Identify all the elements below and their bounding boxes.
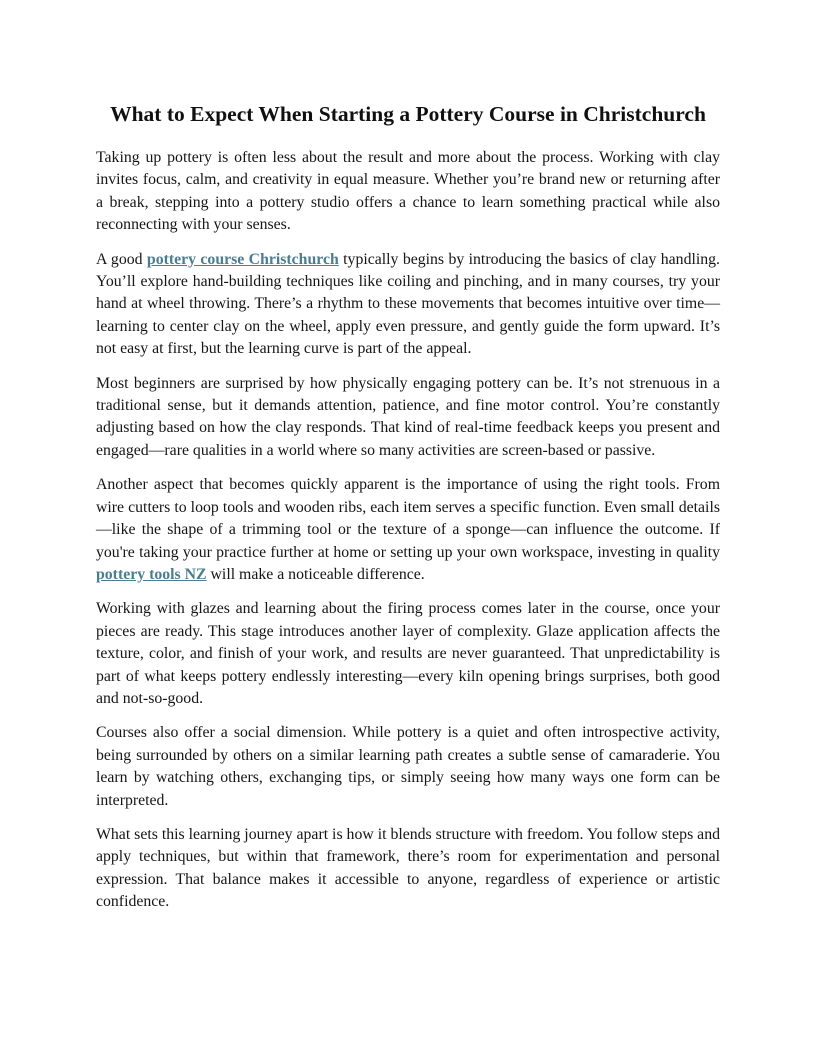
paragraph-text: Taking up pottery is often less about the result and more about the process. Working with clay invites focus, calm, and creativity in equal measure. Whether you’re brand new or returning after a break, stepping into a pottery studio offers a chance to learn something practical while also reconnecting with your senses. — [96, 149, 720, 234]
document-body — [96, 147, 720, 914]
paragraph — [96, 722, 720, 812]
document-title: What to Expect When Starting a Pottery Course in Christchurch — [110, 102, 706, 126]
pottery-tools-nz-link[interactable]: pottery tools NZ — [96, 565, 207, 583]
pottery-course-christchurch-link[interactable]: pottery course Christchurch — [146, 250, 339, 268]
paragraph — [96, 474, 720, 586]
paragraph-text: will make a noticeable difference. — [206, 565, 425, 583]
paragraph-text: What sets this learning journey apart is how it blends structure with freedom. You follow steps and apply techniques, but within that framework, there’s room for experimentation and personal expression. That balance makes it accessible to anyone, regardless of experience or artistic confidence. — [96, 825, 720, 911]
paragraph — [96, 598, 720, 710]
paragraph-text: Working with glazes and learning about the firing process comes later in the course, once your pieces are ready. This stage introduces another layer of complexity. Glaze application affects the texture, color, and finish of your work, and results are never guaranteed. That unpredictability is part of what keeps pottery endlessly interesting—every kiln opening brings surprises, both good and not-so-good. — [96, 600, 720, 707]
paragraph — [96, 824, 720, 914]
paragraph-text: Most beginners are surprised by how physically engaging pottery can be. It’s not strenuous in a traditional sense, but it demands attention, patience, and fine motor control. You’re constantly adjusting based on how the clay responds. That kind of real-time feedback keeps you present and engaged—rare qualities in a world where so many activities are screen-based or passive. — [96, 374, 720, 459]
paragraph-text: Another aspect that becomes quickly apparent is the importance of using the right tools. From wire cutters to loop tools and wooden ribs, each item serves a specific function. Even small details—like the shape of a trimming tool or the texture of a sponge—can influence the outcome. If you're taking your practice further at home or setting up your own workspace, investing in quality — [96, 476, 720, 561]
paragraph-text: typically begins by introducing the basics of clay handling. You’ll explore hand-building techniques like coiling and pinching, and in many courses, try your hand at wheel throwing. There’s a rhythm to these movements that becomes intuitive over time—learning to center clay on the wheel, apply even pressure, and gently guide the form upward. It’s not easy at first, but the learning curve is part of the appeal. — [96, 250, 720, 358]
paragraph — [96, 373, 720, 463]
paragraph — [96, 249, 720, 361]
paragraph-text: A good — [96, 250, 147, 268]
paragraph-text: Courses also offer a social dimension. While pottery is a quiet and often introspective activity, being surrounded by others on a similar learning path creates a subtle sense of camaraderie. You learn by watching others, exchanging tips, or simply seeing how many ways one form can be interpreted. — [96, 724, 720, 809]
paragraph — [96, 147, 720, 237]
